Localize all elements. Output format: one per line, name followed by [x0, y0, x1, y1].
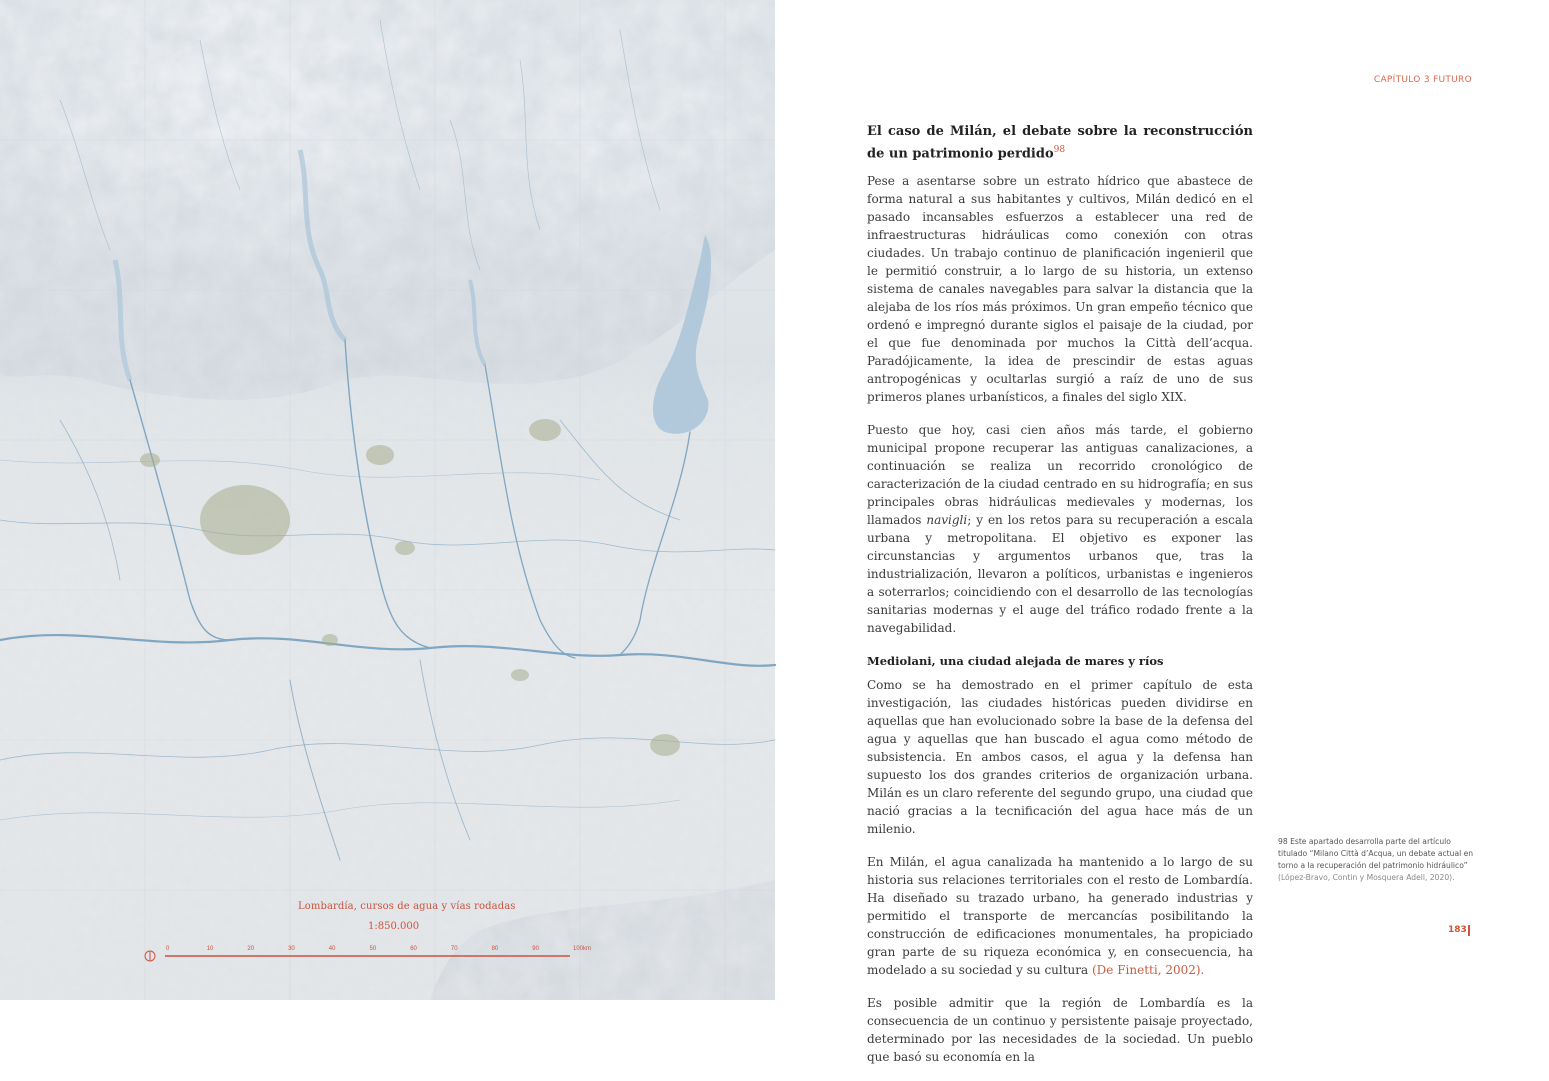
map-scale-label: 1:850.000 [368, 921, 420, 932]
scale-tick-label: 70 [450, 946, 458, 952]
paragraph-2: Puesto que hoy, casi cien años más tarde, el gobierno municipal propone recuperar las antiguas canalizaciones, a continuación se realiza un recorrido cronológico de caracterización de la ciudad centrado en su hidrografía; en sus principales obras hidráulicas medievales y modernas, los llamados navigli; y en los retos para su recuperación a escala urbana y metropolitana. El objetivo es exponer las circunstancias y argumentos urbanos que, tras la industrialización, llevaron a políticos, urbanistas e ingenieros a soterrarlos; coincidiendo con el desarrollo de las tecnologías sanitarias modernas y el auge del tráfico rodado frente a la navegabilidad. [867, 423, 1253, 636]
scale-tick-label: 80 [491, 946, 499, 952]
footnote-citation: (López-Bravo, Contin y Mosquera Adell, 2020). [1278, 873, 1455, 882]
subsection-title: Mediolani, una ciudad alejada de mares y ríos [867, 654, 1164, 669]
map-caption: Lombardía, cursos de agua y vías rodadas [298, 901, 516, 912]
scale-tick-label: 20 [247, 946, 255, 952]
scale-tick-label: 60 [410, 946, 417, 952]
citation: (De Finetti, 2002). [1092, 963, 1205, 978]
footnote-ref[interactable]: 98 [1053, 145, 1066, 155]
article [867, 122, 1253, 1081]
page-number-bar [1468, 925, 1470, 936]
milan-urban [200, 485, 290, 555]
page-number: 183 [1448, 925, 1467, 935]
paragraph-4: En Milán, el agua canalizada ha mantenido a lo largo de su historia sus relaciones territoriales con el resto de Lombardía. Ha diseñado su trazado urbano, ha generado industrias y permitido el transporte de mercancías posibilitando la construcción de edificaciones monumentales, ha propiciado gran parte de su riqueza económica y, en consecuencia, ha modelado a su sociedad y su cultura (De Finetti, 2002). [867, 855, 1253, 978]
scale-tick-label: 0 [166, 946, 170, 952]
lombardy-map [0, 0, 775, 1000]
scale-tick-label: 100km [573, 946, 592, 952]
scale-tick-label: 50 [369, 946, 377, 952]
emphasis-navigli: navigli [926, 513, 968, 528]
running-head: CAPÍTULO 3 FUTURO [1373, 75, 1472, 85]
paragraph-1: Pese a asentarse sobre un estrato hídrico que abastece de forma natural a sus habitantes y cultivos, Milán dedicó en el pasado incansables esfuerzos a establecer una red de infraestructuras hidráulicas como conexión con otras ciudades. Un trabajo continuo de planificación ingenieril que le permitió construir, a lo largo de su historia, un extenso sistema de canales navegables para salvar la distancia que la alejaba de los ríos más próximos. Un gran empeño técnico que ordenó e impregnó durante siglos el paisaje de la ciudad, por el que fue denominada por muchos la Città dell’acqua. Paradójicamente, la idea de prescindir de estas aguas antropogénicas y ocultarlas surgió a raíz de uno de sus primeros planes urbanísticos, a finales del siglo XIX. [867, 174, 1253, 405]
footnote: 98 Este apartado desarrolla parte del artículo titulado “Milano Città d’Acqua, un debate actual en torno a la recuperación del patrimonio hidráulico” (López-Bravo, Contin y Mosquera Adell, 2020). [1278, 837, 1474, 882]
scale-tick-label: 40 [328, 946, 336, 952]
scale-tick-label: 90 [532, 946, 539, 952]
paragraph-5: Es posible admitir que la región de Lombardía es la consecuencia de un continuo y persistente paisaje proyectado, determinado por las necesidades de la sociedad. Un pueblo que basó su economía en la [867, 996, 1253, 1065]
alps-relief [0, 0, 775, 400]
paragraph-3: Como se ha demostrado en el primer capítulo de esta investigación, las ciudades históricas pueden dividirse en aquellas que han evolucionado sobre la base de la defensa del agua y aquellas que han buscado el agua como método de subsistencia. En ambos casos, el agua y la defensa han supuesto los dos grandes criterios de organización urbana. Milán es un claro referente del segundo grupo, una ciudad que nació gracias a la tecnificación del agua hace más de un milenio. [867, 678, 1253, 837]
scale-tick-label: 30 [288, 946, 295, 952]
text-page [775, 0, 1549, 1065]
section-title: El caso de Milán, el debate sobre la reconstrucción de un patrimonio perdido$^{98}$ [867, 124, 1253, 162]
scale-tick-label: 10 [206, 946, 214, 952]
map-image [0, 0, 775, 1000]
